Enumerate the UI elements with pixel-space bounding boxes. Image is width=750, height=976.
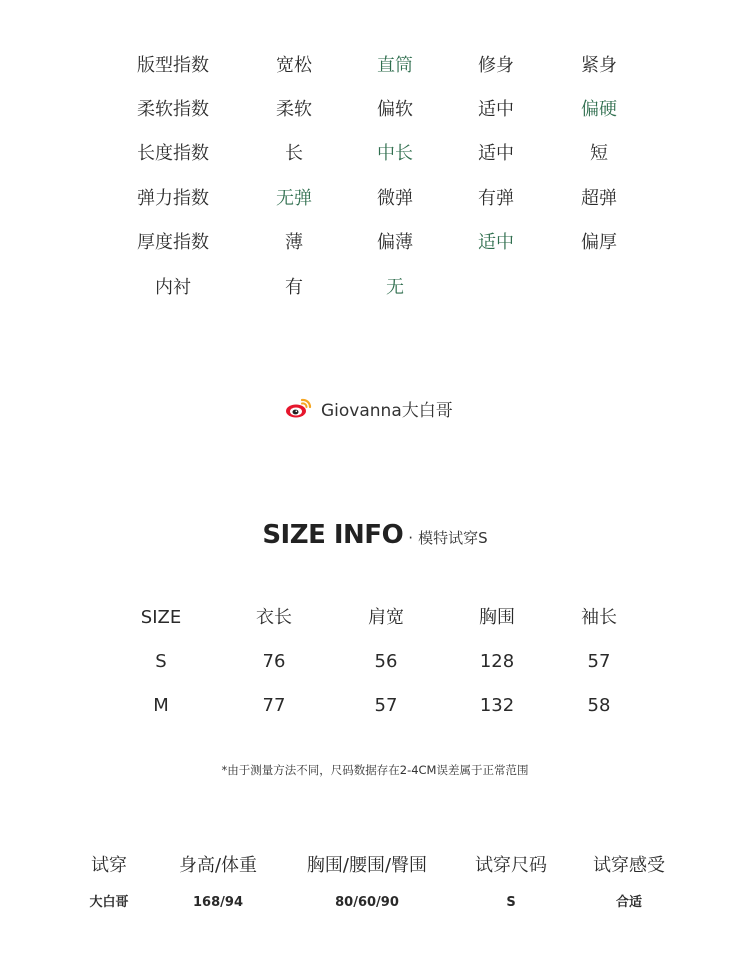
size-table-cell: 57 xyxy=(374,695,398,716)
try-on-header: 试穿感受 xyxy=(593,855,665,876)
size-table-cell: 77 xyxy=(262,695,286,716)
brand-line xyxy=(285,396,453,420)
index-label: 柔软指数 xyxy=(137,99,209,120)
index-option: 适中 xyxy=(478,99,514,120)
index-option-selected: 偏硬 xyxy=(581,99,617,120)
index-option: 偏厚 xyxy=(581,232,617,253)
index-option: 长 xyxy=(285,143,303,164)
size-table-cell: 58 xyxy=(587,695,611,716)
title-separator: · xyxy=(408,529,414,547)
index-option: 偏软 xyxy=(377,99,413,120)
size-table-cell: M xyxy=(153,695,169,716)
size-table-cell: 132 xyxy=(479,695,515,716)
size-table-cell: 76 xyxy=(262,651,286,672)
index-option: 超弹 xyxy=(581,188,617,209)
index-option: 薄 xyxy=(285,232,303,253)
size-table-cell: 128 xyxy=(479,651,515,672)
size-info-title xyxy=(0,520,750,550)
try-on-header: 身高/体重 xyxy=(178,855,258,876)
size-table-header: 肩宽 xyxy=(368,607,404,628)
size-table-cell: S xyxy=(155,651,167,672)
index-option: 修身 xyxy=(478,55,514,76)
index-option-selected: 无 xyxy=(386,277,404,298)
index-label: 内衬 xyxy=(155,277,191,298)
index-option: 短 xyxy=(590,143,608,164)
index-option-selected: 直筒 xyxy=(377,55,413,76)
size-table-header: SIZE xyxy=(140,607,182,628)
index-option-selected: 适中 xyxy=(478,232,514,253)
index-option: 柔软 xyxy=(276,99,312,120)
size-table-cell: 57 xyxy=(587,651,611,672)
size-table-header: 衣长 xyxy=(256,607,292,628)
index-label: 弹力指数 xyxy=(137,188,209,209)
brand-name: Giovanna大白哥 xyxy=(321,400,453,421)
size-table-cell: 56 xyxy=(374,651,398,672)
weibo-logo-icon xyxy=(285,397,313,419)
index-option: 有弹 xyxy=(478,188,514,209)
index-label: 版型指数 xyxy=(137,55,209,76)
index-option: 偏薄 xyxy=(377,232,413,253)
size-table-header: 胸围 xyxy=(479,607,515,628)
size-info-heading: SIZE INFO xyxy=(262,520,404,550)
try-on-value: 168/94 xyxy=(193,895,243,910)
model-size-subtitle: 模特试穿S xyxy=(418,529,488,547)
try-on-value: 80/60/90 xyxy=(335,895,399,910)
index-option: 紧身 xyxy=(581,55,617,76)
index-option-selected: 中长 xyxy=(377,143,413,164)
index-option-selected: 无弹 xyxy=(276,188,312,209)
index-option: 宽松 xyxy=(276,55,312,76)
try-on-header: 胸围/腰围/臀围 xyxy=(306,855,428,876)
try-on-value: 大白哥 xyxy=(89,895,129,910)
try-on-header: 试穿尺码 xyxy=(475,855,547,876)
size-table-header: 袖长 xyxy=(581,607,617,628)
try-on-value: S xyxy=(506,895,516,910)
index-option: 有 xyxy=(285,277,303,298)
index-label: 厚度指数 xyxy=(137,232,209,253)
measurement-note: *由于测量方法不同，尺码数据存在2-4CM误差属于正常范围 xyxy=(221,763,529,777)
try-on-header: 试穿 xyxy=(91,855,127,876)
index-option: 适中 xyxy=(478,143,514,164)
index-label: 长度指数 xyxy=(137,143,209,164)
try-on-value: 合适 xyxy=(615,895,643,910)
index-option: 微弹 xyxy=(377,188,413,209)
